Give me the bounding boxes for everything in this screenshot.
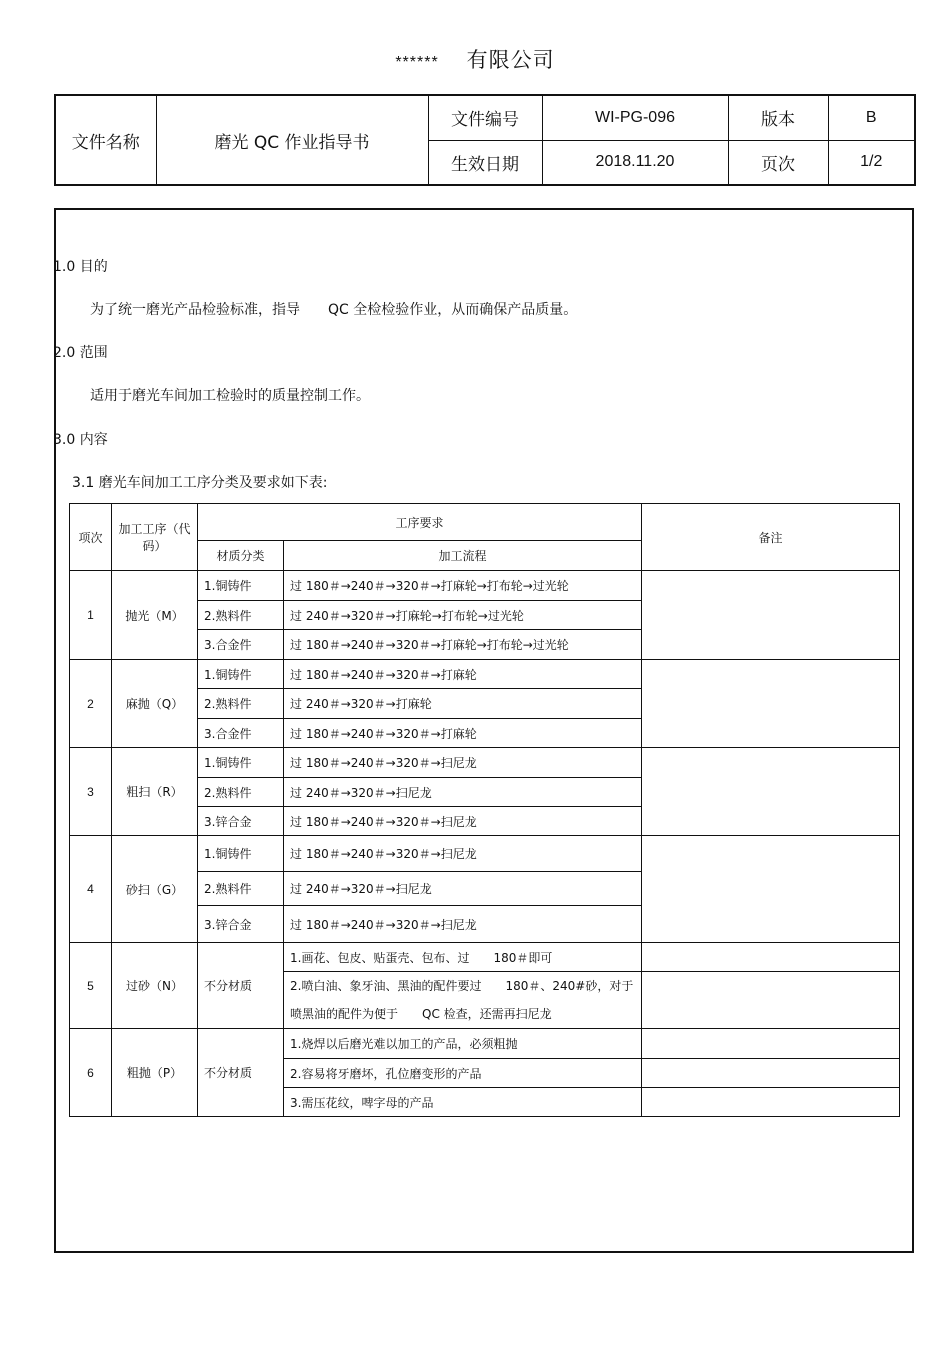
flow-cell: 2.容易将牙磨坏，孔位磨变形的产品: [284, 1059, 642, 1088]
header-requirement: 工序要求: [198, 504, 642, 541]
table-row: [70, 943, 900, 972]
remark-cell: [642, 660, 900, 748]
purpose-title: 1.0 目的: [53, 259, 108, 275]
material-cell: 不分材质: [198, 1029, 284, 1117]
content-title: 3.0 内容: [53, 432, 108, 448]
process-name: 粗扫（R）: [112, 748, 198, 836]
flow-cell: 过 180＃→240＃→320＃→扫尼龙: [284, 836, 642, 872]
flow-cell: 过 240＃→320＃→打麻轮: [284, 689, 642, 719]
page-number: 1/2: [828, 140, 915, 185]
remark-cell: [642, 1059, 900, 1088]
remark-cell: [642, 972, 900, 1029]
file-name: 磨光 QC 作业指导书: [156, 95, 428, 185]
company-stars: ******: [395, 54, 439, 71]
material-cell: 不分材质: [198, 943, 284, 1029]
material-cell: 1.铜铸件: [198, 571, 284, 601]
remark-cell: [642, 748, 900, 836]
material-cell: 2.熟料件: [198, 601, 284, 630]
material-cell: 1.铜铸件: [198, 748, 284, 778]
header-remark: 备注: [642, 504, 900, 571]
process-name: 抛光（M）: [112, 571, 198, 660]
company-title: [0, 44, 950, 74]
flow-cell: 过 180＃→240＃→320＃→打麻轮: [284, 660, 642, 689]
item-number: 2: [70, 660, 112, 748]
flow-cell: 过 240＃→320＃→打麻轮→打布轮→过光轮: [284, 601, 642, 630]
table-row: [70, 836, 900, 872]
material-cell: 3.锌合金: [198, 906, 284, 943]
flow-cell: 3.需压花纹，啤字母的产品: [284, 1088, 642, 1117]
process-name: 过砂（N）: [112, 943, 198, 1029]
process-table: [69, 503, 900, 1117]
process-name: 砂扫（G）: [112, 836, 198, 943]
material-cell: 3.锌合金: [198, 807, 284, 836]
item-number: 3: [70, 748, 112, 836]
header-flow: 加工流程: [284, 541, 642, 571]
scope-title: 2.0 范围: [53, 345, 108, 361]
company-name: 有限公司: [466, 48, 555, 72]
material-cell: 1.铜铸件: [198, 836, 284, 872]
material-cell: 2.熟料件: [198, 689, 284, 719]
material-cell: 2.熟料件: [198, 778, 284, 807]
flow-cell: 2.喷白油、象牙油、黑油的配件要过 180＃、240#砂，对于喷黑油的配件为便于 QC 检查，还需再扫尼龙: [284, 972, 642, 1029]
item-number: 5: [70, 943, 112, 1029]
flow-cell: 1.画花、包皮、贴蛋壳、包布、过 180＃即可: [284, 943, 642, 972]
version: B: [828, 95, 915, 140]
remark-cell: [642, 1029, 900, 1059]
material-cell: 3.合金件: [198, 719, 284, 748]
remark-cell: [642, 1088, 900, 1117]
file-name-label: 文件名称: [55, 95, 156, 185]
file-no: WI-PG-096: [542, 95, 728, 140]
process-name: 粗抛（P）: [112, 1029, 198, 1117]
item-number: 6: [70, 1029, 112, 1117]
version-label: 版本: [728, 95, 828, 140]
material-cell: 1.铜铸件: [198, 660, 284, 689]
item-number: 4: [70, 836, 112, 943]
effective-date: 2018.11.20: [542, 140, 728, 185]
remark-cell: [642, 571, 900, 660]
table-row: [70, 1029, 900, 1059]
table-row: [70, 748, 900, 778]
table-row: [70, 660, 900, 689]
material-cell: 2.熟料件: [198, 872, 284, 906]
remark-cell: [642, 943, 900, 972]
flow-cell: 过 180＃→240＃→320＃→扫尼龙: [284, 807, 642, 836]
item-number: 1: [70, 571, 112, 660]
flow-cell: 过 180＃→240＃→320＃→扫尼龙: [284, 748, 642, 778]
header-process: 加工工序（代码）: [112, 504, 198, 571]
process-name: 麻抛（Q）: [112, 660, 198, 748]
flow-cell: 过 180＃→240＃→320＃→打麻轮→打布轮→过光轮: [284, 571, 642, 601]
purpose-text: 为了统一磨光产品检验标准，指导 QC 全检检验作业，从而确保产品质量。: [90, 302, 578, 318]
flow-cell: 过 180＃→240＃→320＃→打麻轮: [284, 719, 642, 748]
flow-cell: 过 240＃→320＃→扫尼龙: [284, 872, 642, 906]
page-label: 页次: [728, 140, 828, 185]
header-material: 材质分类: [198, 541, 284, 571]
document-header-table: [54, 94, 916, 186]
header-item: 项次: [70, 504, 112, 571]
remark-cell: [642, 836, 900, 943]
file-no-label: 文件编号: [428, 95, 542, 140]
flow-cell: 过 180＃→240＃→320＃→打麻轮→打布轮→过光轮: [284, 630, 642, 660]
material-cell: 3.合金件: [198, 630, 284, 660]
flow-cell: 1.烧焊以后磨光难以加工的产品，必须粗抛: [284, 1029, 642, 1059]
scope-text: 适用于磨光车间加工检验时的质量控制工作。: [90, 388, 370, 404]
flow-cell: 过 180＃→240＃→320＃→扫尼龙: [284, 906, 642, 943]
subsection-title: 3.1 磨光车间加工工序分类及要求如下表:: [72, 475, 328, 491]
effective-date-label: 生效日期: [428, 140, 542, 185]
table-row: [70, 571, 900, 601]
flow-cell: 过 240＃→320＃→扫尼龙: [284, 778, 642, 807]
